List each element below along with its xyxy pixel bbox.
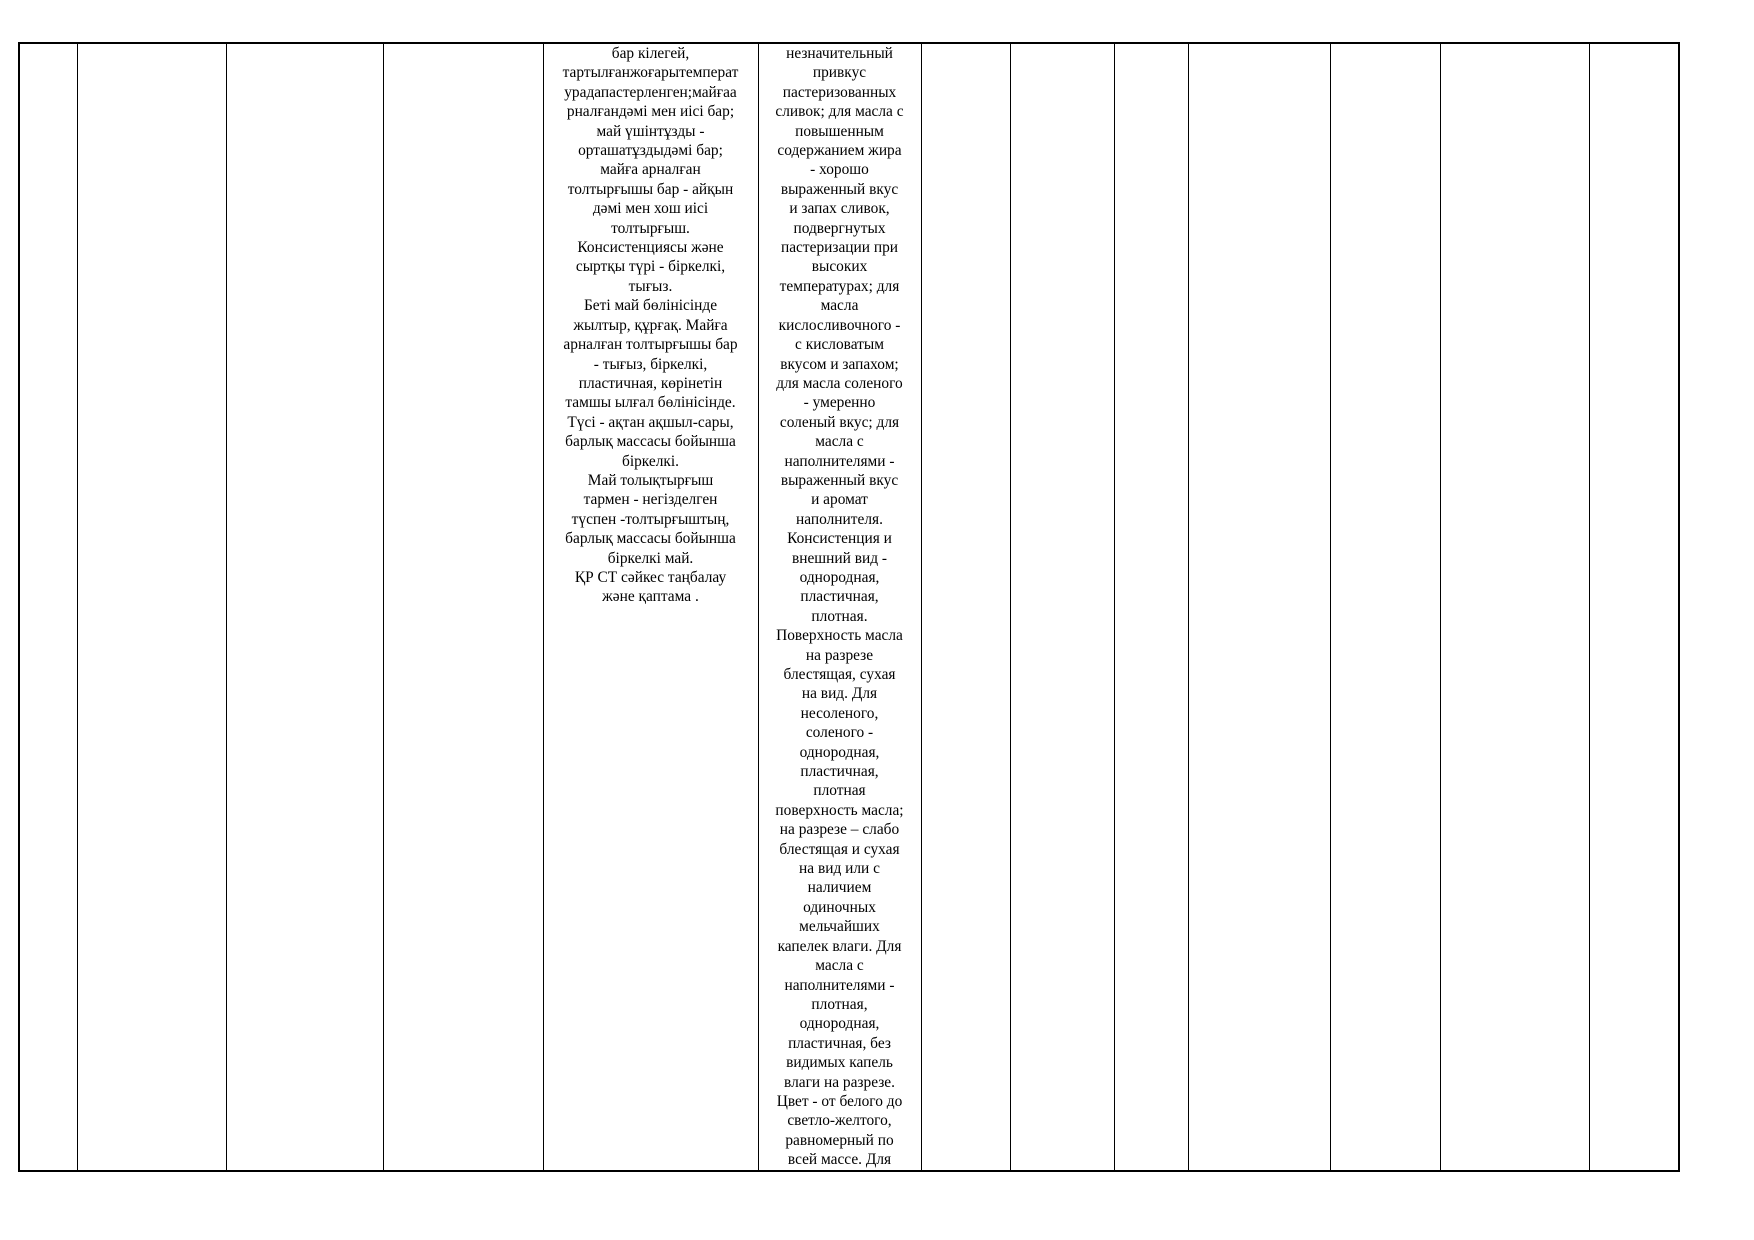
table-cell-col-2 <box>77 43 226 1171</box>
table-cell-col-9 <box>1114 43 1188 1171</box>
table-cell-col-11 <box>1330 43 1440 1171</box>
table-cell-col-1 <box>19 43 77 1171</box>
table-cell-col-7 <box>921 43 1010 1171</box>
table-cell-russian-description <box>758 43 921 1171</box>
table-cell-col-3 <box>226 43 383 1171</box>
document-table <box>18 42 1680 1172</box>
table-row <box>19 43 1679 1171</box>
kazakh-description-text: бар кілегей, тартылғанжоғарытемперат урадапастерленген;майғаа рналғандәмі мен иісі бар; май үшінтұзды - орташатұздыдәмі бар; майға арналған толтырғышы бар - айқын дәмі мен хош иісі толтырғыш. Консистенциясы және сыртқы түрі - біркелкі, тығыз. Беті май бөлінісінде жылтыр, құрғақ. Майға арналған толтырғышы бар - тығыз, біркелкі, пластичная, көрінетін тамшы ылғал бөлінісінде. Түсі - ақтан ақшыл-сары, барлық массасы бойынша біркелкі. Май толықтырғыш тармен - негізделген түспен -толтырғыштың, барлық массасы бойынша біркелкі май. ҚР СТ сәйкес таңбалау және қаптама . <box>562 45 739 606</box>
table-cell-col-12 <box>1440 43 1589 1171</box>
table-cell-kazakh-description <box>543 43 758 1171</box>
table-cell-col-13 <box>1589 43 1679 1171</box>
table-cell-col-10 <box>1188 43 1330 1171</box>
table-cell-col-4 <box>383 43 543 1171</box>
russian-description-text: незначительный привкус пастеризованных сливок; для масла с повышенным содержанием жира - хорошо выраженный вкус и запах сливок, подвергнутых пастеризации при высоких температурах; для масла кислосливочного - с кисловатым вкусом и запахом; для масла соленого - умеренно соленый вкус; для масла с наполнителями - выраженный вкус и аромат наполнителя. Консистенция и внешний вид - однородная, пластичная, плотная. Поверхность масла на разрезе блестящая, сухая на вид. Для несоленого, соленого - однородная, пластичная, плотная поверхность масла; на разрезе – слабо блестящая и сухая на вид или с наличием одиночных мельчайших капелек влаги. Для масла с наполнителями - плотная, однородная, пластичная, без видимых капель влаги на разрезе. Цвет - от белого до светло-желтого, равномерный по всей массе. Для <box>775 45 904 1169</box>
table-cell-col-8 <box>1010 43 1114 1171</box>
